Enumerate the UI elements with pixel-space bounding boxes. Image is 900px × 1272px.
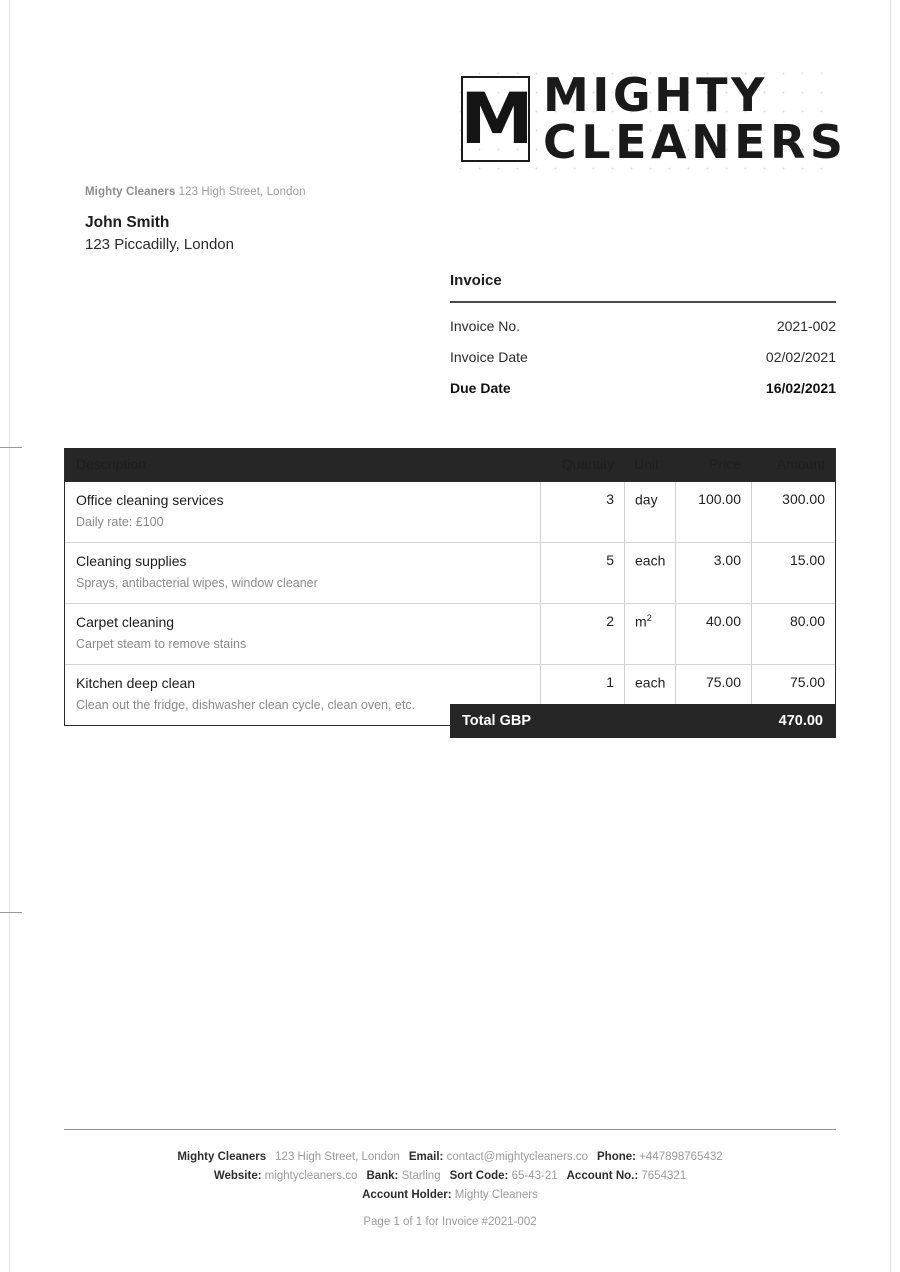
invoice-meta-rule [450, 301, 836, 303]
invoice-content [64, 0, 848, 1272]
footer-account-no-label: Account No.: [566, 1170, 639, 1182]
footer-account-no: 7654321 [641, 1170, 687, 1182]
footer-address: 123 High Street, London [275, 1151, 400, 1163]
meta-row-invoice-date [450, 341, 836, 372]
unit-text: day [635, 491, 658, 508]
total-label: Total GBP [462, 713, 532, 729]
recipient-name: John Smith [85, 214, 170, 231]
recipient-block [85, 212, 234, 256]
meta-value-due-date: 16/02/2021 [765, 380, 836, 396]
line-items-table [64, 448, 836, 726]
cell-quantity: 2 [540, 604, 624, 664]
cell-quantity: 5 [540, 543, 624, 603]
cell-description [65, 543, 540, 603]
footer-account-holder: Mighty Cleaners [454, 1189, 538, 1201]
column-header-description: Description [76, 456, 147, 472]
meta-value-invoice-date: 02/02/2021 [765, 349, 836, 365]
footer-sort-code: 65-43-21 [511, 1170, 558, 1182]
meta-value-invoice-no: 2021-002 [776, 318, 836, 334]
unit-text: m [635, 613, 647, 630]
page-edge-left [9, 0, 10, 1272]
cell-price: 40.00 [675, 604, 751, 664]
cell-description [65, 604, 540, 664]
footer-bank: Starling [401, 1170, 441, 1182]
column-header-quantity: Quantity [561, 456, 614, 472]
sender-address-line [85, 186, 306, 198]
footer-sort-code-label: Sort Code: [449, 1170, 509, 1182]
cell-amount: 75.00 [751, 665, 835, 725]
footer-line-account-holder [64, 1186, 836, 1205]
footer-phone: +447898765432 [639, 1151, 723, 1163]
footer-website-label: Website: [213, 1170, 262, 1182]
footer-page-note: Page 1 of 1 for Invoice #2021-002 [363, 1216, 537, 1228]
footer-website: mightycleaners.co [264, 1170, 358, 1182]
column-header-amount: Amount [776, 456, 825, 472]
logo-wordmark-line2: CLEANERS [543, 115, 848, 169]
footer-email: contact@mightycleaners.co [446, 1151, 588, 1163]
cell-amount: 80.00 [751, 604, 835, 664]
item-title: Carpet cleaning [76, 614, 175, 630]
logo-monogram-letter: M [459, 78, 532, 160]
table-row [65, 542, 835, 603]
table-header-row [65, 448, 835, 481]
recipient-address: 123 Piccadilly, London [85, 236, 234, 253]
footer-divider [64, 1129, 836, 1130]
company-logo [447, 58, 848, 180]
sender-company: Mighty Cleaners [85, 186, 176, 198]
item-title: Kitchen deep clean [76, 675, 196, 691]
footer-phone-label: Phone: [597, 1151, 636, 1163]
item-description: Clean out the fridge, dishwasher clean cycle, clean oven, etc. [76, 698, 416, 712]
item-description: Daily rate: £100 [76, 515, 164, 529]
cell-amount: 300.00 [751, 482, 835, 542]
meta-row-due-date [450, 372, 836, 403]
page-footer [64, 1148, 836, 1232]
total-bar [450, 704, 836, 738]
footer-line-bank [64, 1167, 836, 1186]
footer-account-holder-label: Account Holder: [362, 1189, 452, 1201]
unit-text: each [635, 552, 666, 569]
invoice-meta [450, 272, 836, 403]
cell-price: 75.00 [675, 665, 751, 725]
cell-unit [624, 543, 675, 603]
logo-monogram-box [461, 76, 530, 162]
item-description: Carpet steam to remove stains [76, 637, 247, 651]
meta-row-invoice-no [450, 310, 836, 341]
cell-unit [624, 482, 675, 542]
cell-price: 3.00 [675, 543, 751, 603]
page-crop-tick-bottom [0, 912, 22, 913]
meta-label-due-date: Due Date [450, 380, 511, 396]
cell-price: 100.00 [675, 482, 751, 542]
table-row [65, 481, 835, 542]
sender-address: 123 High Street, London [178, 186, 306, 198]
table-row [65, 603, 835, 664]
footer-company: Mighty Cleaners [177, 1151, 267, 1163]
logo-wordmark-line1: MIGHTY [543, 68, 768, 122]
footer-line-contact [64, 1148, 836, 1167]
total-value: 470.00 [778, 713, 823, 729]
footer-bank-label: Bank: [366, 1170, 399, 1182]
page-crop-tick-top [0, 447, 22, 448]
unit-superscript: 2 [646, 613, 652, 624]
cell-description [65, 482, 540, 542]
column-header-unit: Unit [634, 456, 659, 472]
cell-quantity: 1 [540, 665, 624, 725]
footer-email-label: Email: [408, 1151, 444, 1163]
cell-amount: 15.00 [751, 543, 835, 603]
logo-wordmark [543, 68, 848, 169]
cell-quantity: 3 [540, 482, 624, 542]
meta-label-invoice-no: Invoice No. [450, 318, 521, 334]
unit-text: each [635, 674, 666, 691]
item-description: Sprays, antibacterial wipes, window cleaner [76, 576, 318, 590]
item-title: Office cleaning services [76, 492, 224, 508]
cell-unit [624, 604, 675, 664]
meta-label-invoice-date: Invoice Date [450, 349, 528, 365]
table-body [65, 481, 835, 725]
item-title: Cleaning supplies [76, 553, 187, 569]
page-edge-right [890, 0, 891, 1272]
column-header-price: Price [709, 456, 741, 472]
invoice-meta-title: Invoice [450, 272, 502, 289]
